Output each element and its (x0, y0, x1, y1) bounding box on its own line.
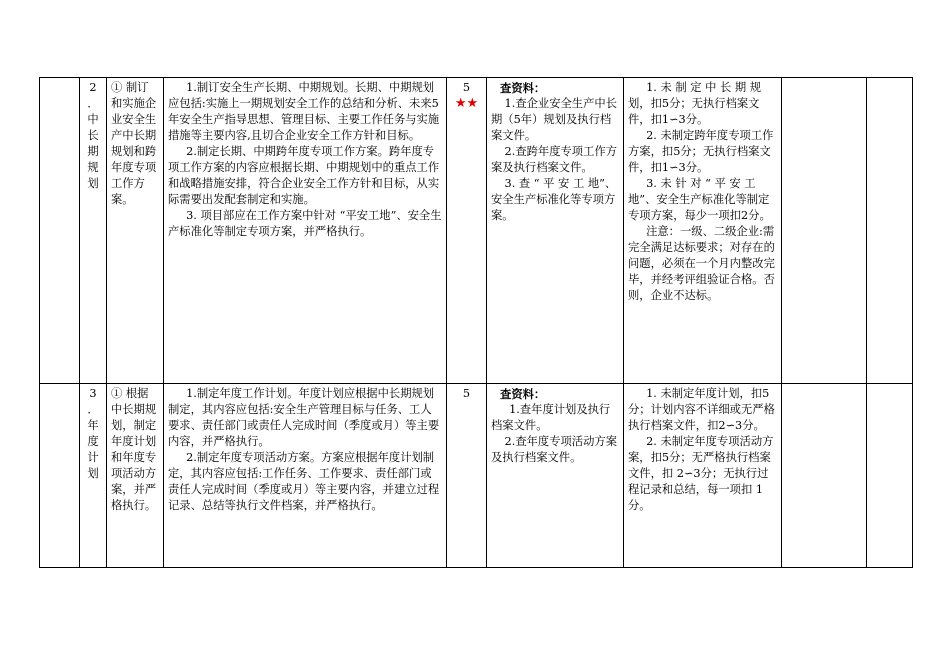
scoring-item: 3. 未 针 对 “ 平 安 工地”、安全生产标准化等制定专项方案，每少一项扣2分。 (628, 177, 771, 222)
requirement-cell (107, 78, 164, 384)
item-char: 长 (87, 129, 99, 142)
scoring-item: 2. 未制定跨年度专项工作方案，扣5分；无执行档案文件，扣1∽3分。 (628, 129, 774, 174)
blank-cell (867, 78, 913, 384)
blank-cell (782, 78, 867, 384)
scoring-item: 2. 未制定年度专项活动方案，扣5分；无严格执行档案文件，扣 2∽3分；无执行过程记录和总结，每一项扣 1分。 (628, 435, 774, 512)
scoring-cell (624, 78, 782, 384)
scoring-item: 1. 未制定年度计划，扣5分；计划内容不详细或无严格执行档案文件，扣2∽3分。 (628, 387, 775, 432)
item-char: 划 (87, 177, 99, 190)
method-item: 1.查企业安全生产中长期（5年）规划及执行档案文件。 (491, 97, 617, 142)
method-cell (487, 78, 624, 384)
content-paragraph: 3. 项目部应在工作方案中针对 “平安工地”、安全生产标准化等制定专项方案，并严格执行。 (168, 209, 442, 238)
star-rating: ★★ (454, 96, 479, 111)
item-char: 年 (87, 419, 99, 432)
item-char: ． (87, 403, 99, 416)
method-item: 3. 查 “ 平 安 工 地”、安全生产标准化等专项方案。 (491, 177, 617, 222)
item-char: 中 (87, 113, 99, 126)
item-char: 3 (89, 387, 97, 400)
item-char: 划 (87, 467, 99, 480)
item-char: ． (87, 97, 99, 110)
content-paragraph: 2.制定长期、中期跨年度专项工作方案。跨年度专项工作方案的内容应根据长期、中期规划中的重点工作和战略措施安排，符合企业安全工作方针和目标，从实际需要出发配套制定和实施。 (168, 145, 440, 206)
method-title: 查资料： (500, 387, 546, 401)
score-value: 5 (462, 81, 471, 94)
content-cell (164, 384, 447, 568)
evaluation-table (39, 77, 913, 568)
method-item: 2.查年度专项活动方案及执行档案文件。 (491, 435, 617, 464)
content-paragraph: 1.制定年度工作计划。年度计划应根据中长期规划制定，其内容应包括:安全生产管理目标与任务、工人要求、责任部门或责任人完成时间（季度或月）等主要内容，并严格执行。 (168, 387, 440, 448)
content-cell (164, 78, 447, 384)
blank-cell (40, 384, 80, 568)
item-char: 规 (87, 161, 99, 174)
score-cell (447, 384, 487, 568)
method-item: 1.查年度计划及执行档案文件。 (491, 403, 611, 432)
scoring-item: 注意：一级、二级企业:需完全满足达标要求；对存在的问题，必须在一个月内整改完毕，并经考评组验证合格。否则，企业不达标。 (628, 225, 775, 302)
requirement-cell (107, 384, 164, 568)
scoring-item: 1. 未 制 定 中 长 期 规划，扣5分；无执行档案文件，扣1∽3分。 (628, 81, 762, 126)
item-cell (80, 78, 107, 384)
item-char: 2 (89, 81, 97, 94)
table-row (40, 384, 913, 568)
item-char: 计 (87, 451, 99, 464)
requirement-text: ① 制订和实施企业安全生产中长期规划和跨年度专项工作方案。 (111, 81, 157, 206)
content-paragraph: 1.制订安全生产长期、中期规划。长期、中期规划应包括:实施上一期规划安全工作的总结和分析、未来5年安全生产指导思想、管理目标、主要工作任务与实施措施等主要内容,且切合企业安全工作方针和目标。 (168, 81, 440, 142)
requirement-text: ① 根据中长期规划，制定年度计划和年度专项活动方案，并严格执行。 (111, 387, 157, 512)
content-paragraph: 2.制定年度专项活动方案。方案应根据年度计划制定，其内容应包括:工作任务、工作要求、责任部门或责任人完成时间（季度或月）等主要内容，并建立过程记录、总结等执行文件档案，并严格执行。 (168, 451, 440, 512)
blank-cell (40, 78, 80, 384)
blank-cell (782, 384, 867, 568)
score-cell (447, 78, 487, 384)
blank-cell (867, 384, 913, 568)
item-char: 期 (87, 145, 99, 158)
item-char: 度 (87, 435, 99, 448)
score-value: 5 (462, 387, 471, 400)
method-item: 2.查跨年度专项工作方案及执行档案文件。 (491, 145, 617, 174)
method-title: 查资料： (500, 81, 546, 95)
method-cell (487, 384, 624, 568)
scoring-cell (624, 384, 782, 568)
table-row (40, 78, 913, 384)
item-cell (80, 384, 107, 568)
